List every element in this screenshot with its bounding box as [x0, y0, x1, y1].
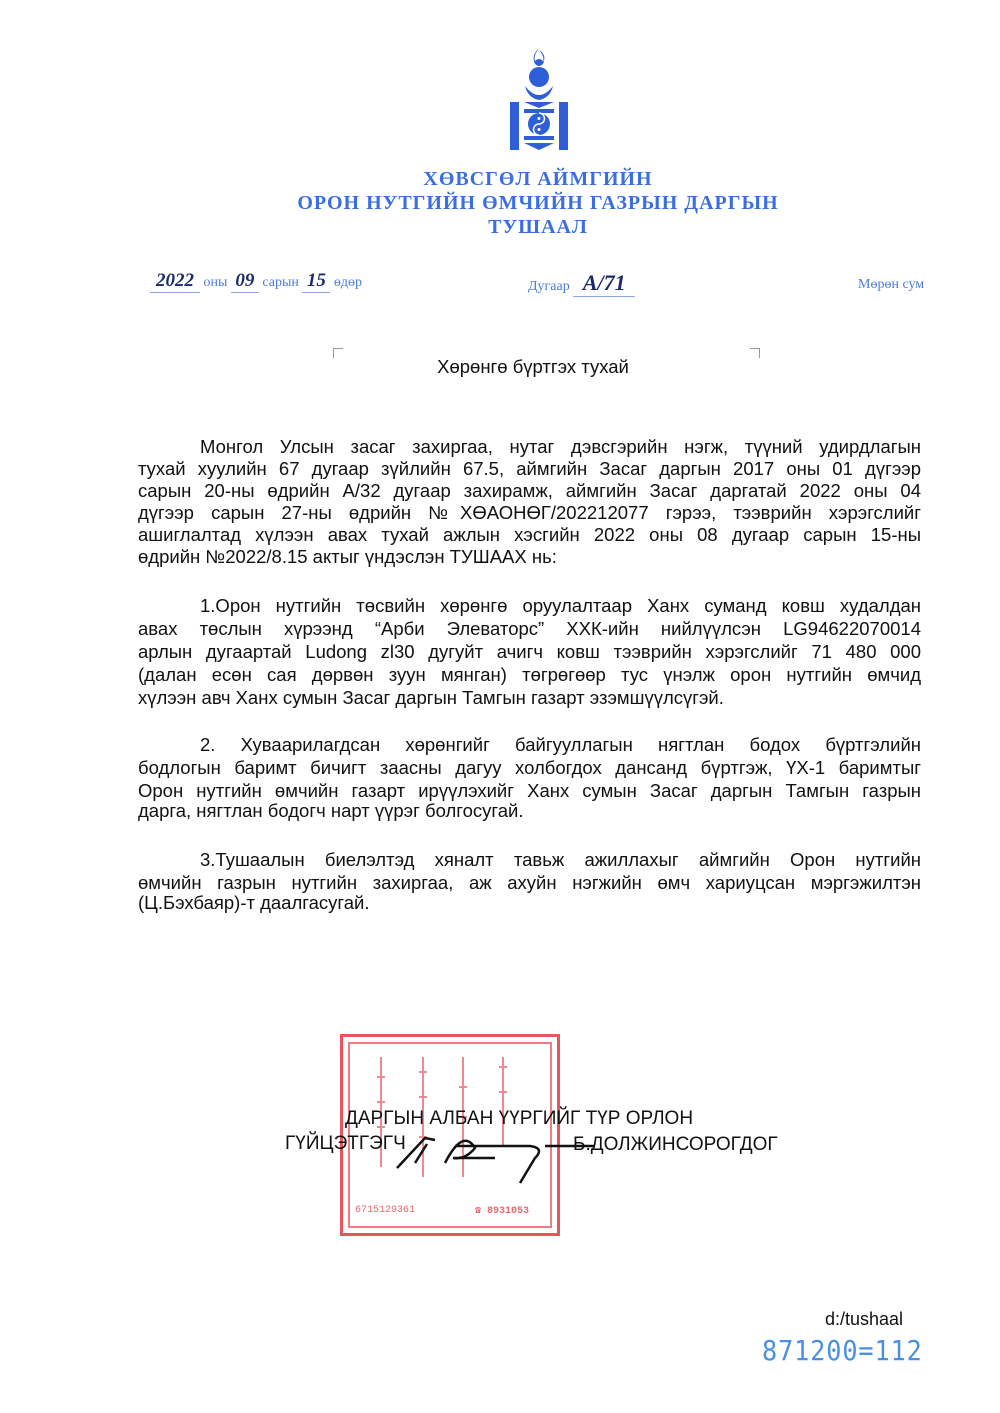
- paragraph-1-line: Монгол Улсын засаг захиргаа, нутаг дэвсгэрийн нэгж, түүний удирдлагын: [200, 436, 921, 457]
- file-path: d:/tushaal: [825, 1309, 904, 1329]
- paragraph-2-line: хүлээн авч Ханх сумын Засаг даргын Тамгын газарт эзэмшүүлсүгэй.: [138, 687, 724, 708]
- handwritten-signature-icon: [395, 1128, 595, 1186]
- paragraph-3-line: бодлогын баримт бичигт заасны дагуу холбогдох дансанд бүртгэж, ҮХ-1 баримтыг: [138, 757, 921, 778]
- date-year: 2022: [150, 270, 200, 293]
- date-row: [150, 270, 362, 293]
- serial-number-stamp: 871200=112: [762, 1334, 923, 1367]
- date-month: 09: [231, 270, 259, 293]
- paragraph-1-line: сарын 20-ны өдрийн А/32 дугаар захирамж, аймгийн Засаг даргатай 2022 оны 04: [138, 480, 921, 501]
- paragraph-1-line: өдрийн №2022/8.15 актыг үндэслэн ТУШААХ нь:: [138, 546, 557, 567]
- paragraph-3-line: Орон нутгийн өмчийн газарт ирүүлэхийг Ханх сумын Засаг даргын Тамгын газрын: [138, 780, 921, 801]
- number-value: А/71: [573, 270, 635, 297]
- day-label: өдөр: [333, 275, 363, 290]
- place: Мөрөн сум: [858, 277, 925, 292]
- header-line-2: ОРОН НУТГИЙН ӨМЧИЙН ГАЗРЫН ДАРГЫН: [297, 192, 779, 214]
- month-label: сарын: [262, 275, 299, 290]
- paragraph-4-line: (Ц.Бэхбаяр)-т даалгасугай.: [138, 892, 370, 913]
- stamp-register: 6715129361: [355, 1205, 416, 1216]
- document-title: Хөрөнгө бүртгэх тухай: [437, 356, 629, 377]
- year-label: оны: [203, 275, 228, 290]
- header-line-1: ХӨВСГӨЛ АЙМГИЙН: [423, 168, 653, 190]
- paragraph-1-line: ашиглалтад хүлээн авах тухай ажлын хэсгийн 2022 оны 08 дугаар сарын 15-ны: [138, 524, 921, 545]
- paragraph-1-line: тухай хуулийн 67 дугаар зүйлийн 67.5, аймгийн Засаг даргын 2017 оны 01 дүгээр: [138, 458, 921, 479]
- paragraph-3-line: дарга, нягтлан бодогч нарт үүрэг болгосугай.: [138, 800, 524, 821]
- stamp-phone-number: 8931053: [487, 1206, 530, 1217]
- paragraph-4-line: 3.Тушаалын биелэлтэд хяналт тавьж ажиллахыг аймгийн Орон нутгийн: [200, 849, 921, 870]
- paragraph-3-line: 2. Хуваарилагдсан хөрөнгийг байгууллагын нягтлан бодох бүртгэлийн: [200, 734, 921, 755]
- paragraph-2-line: авах төслын хүрээнд “Арби Элеваторс” ХХК-ийн нийлүүлсэн LG94622070014: [138, 618, 921, 639]
- signatory-name: Б.ДОЛЖИНСОРОГДОГ: [573, 1134, 778, 1155]
- date-day: 15: [302, 270, 330, 293]
- header-line-3: ТУШААЛ: [488, 216, 588, 238]
- state-emblem-icon: [508, 46, 570, 152]
- signatory-title-line-1: ДАРГЫН АЛБАН ҮҮРГИЙГ ТҮР ОРЛОН: [345, 1108, 694, 1129]
- stamp-phone: ☎ 8931053: [475, 1206, 530, 1217]
- paragraph-2-line: (далан есөн сая дөрвөн зуун мянган) төгрөгөөр тус үнэлж орон нутгийн өмчид: [138, 664, 921, 685]
- paragraph-1-line: дүгээр сарын 27-ны өдрийн №ХӨАОНӨГ/202212077 гэрээ, тээврийн хэрэгслийг: [138, 502, 921, 523]
- order-number: [528, 270, 635, 297]
- paragraph-2-line: 1.Орон нутгийн төсвийн хөрөнгө оруулалтаар Ханх суманд ковш худалдан: [200, 595, 921, 616]
- number-label: Дугаар: [528, 279, 570, 294]
- paragraph-2-line: арлын дугаартай Ludong zl30 дугуйт ачигч ковш тээврийн хэрэгслийг 71 480 000: [138, 641, 921, 662]
- signatory-title-line-2: ГҮЙЦЭТГЭГЧ: [285, 1133, 406, 1154]
- paragraph-4-line: өмчийн газрын нутгийн захиргаа, аж ахуйн нэгжийн өмч хариуцсан мэргэжилтэн: [138, 872, 921, 893]
